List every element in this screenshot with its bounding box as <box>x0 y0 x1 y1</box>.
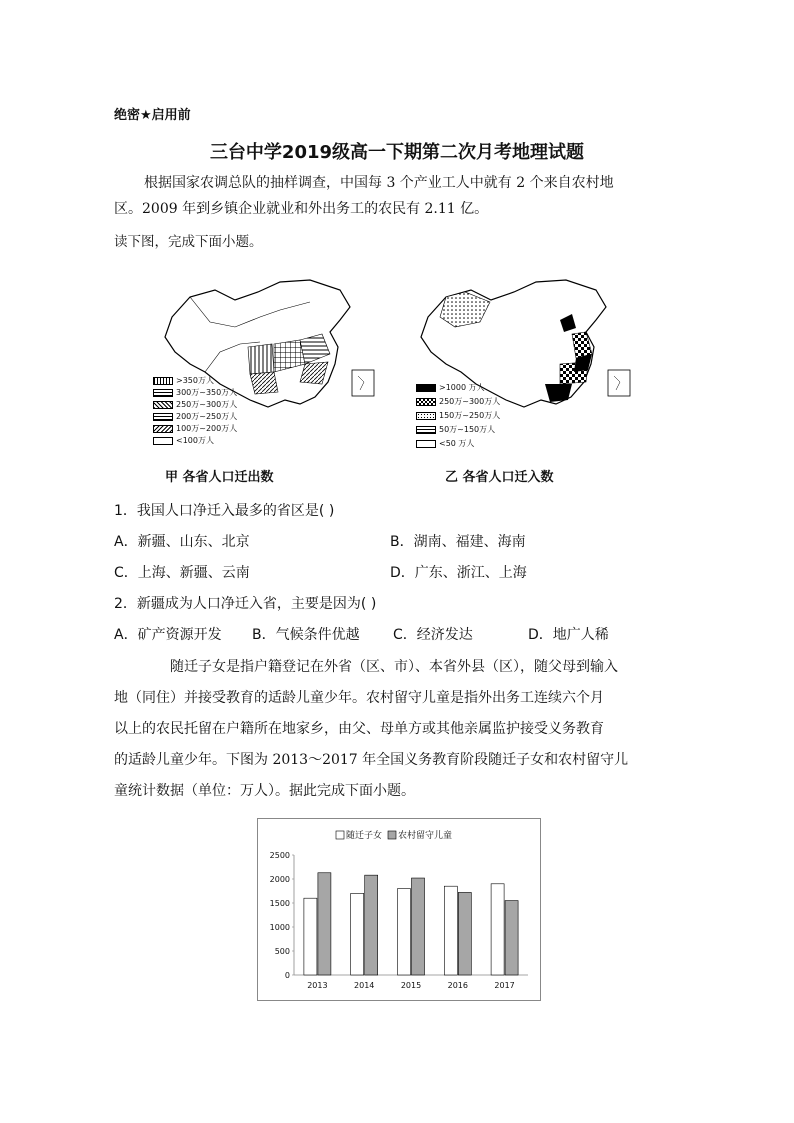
question-1-option-c: C．上海、新疆、云南 <box>114 565 250 581</box>
x-tick-label: 2015 <box>400 981 422 990</box>
passage-2 <box>114 652 688 807</box>
y-tick-label: 0 <box>284 971 290 980</box>
x-tick-label: 2017 <box>494 981 515 990</box>
question-2-option-d: D．地广人稀 <box>528 627 609 643</box>
question-1-option-d: D．广东、浙江、上海 <box>390 565 527 581</box>
intro-instruction: 读下图，完成下面小题。 <box>114 234 263 250</box>
legend-swatch <box>336 831 344 839</box>
y-tick-label: 2500 <box>269 851 290 860</box>
legend-label: 农村留守儿童 <box>398 831 453 841</box>
x-tick-label: 2014 <box>354 981 375 990</box>
legend-label: 随迁子女 <box>346 831 383 841</box>
legend-left-5: <100万人 <box>153 435 214 446</box>
legend-right-1: 250万~300万人 <box>416 396 500 407</box>
intro-paragraph <box>114 170 688 222</box>
bar <box>458 892 471 975</box>
question-2-option-a: A．矿产资源开发 <box>114 627 222 643</box>
legend-right-3: 50万~150万人 <box>416 424 495 435</box>
question-1-option-a: A．新疆、山东、北京 <box>114 534 250 550</box>
x-tick-label: 2013 <box>307 981 328 990</box>
legend-left-3: 200万~250万人 <box>153 411 237 422</box>
intro-line-1: 根据国家农调总队的抽样调查，中国每 3 个产业工人中就有 2 个来自农村地 <box>144 175 614 191</box>
legend-left-2: 250万~300万人 <box>153 399 237 410</box>
map-right-caption: 乙 各省人口迁入数 <box>445 470 554 485</box>
passage-2-line-2: 地（同住）并接受教育的适龄儿童少年。农村留守儿童是指外出务工连续六个月 <box>114 690 604 706</box>
legend-left-1: 300万~350万人 <box>153 387 237 398</box>
bar <box>505 901 518 975</box>
map-left-caption: 甲 各省人口迁出数 <box>165 470 274 485</box>
passage-2-line-4: 的适龄儿童少年。下图为 2013～2017 年全国义务教育阶段随迁子女和农村留守儿 <box>114 752 629 768</box>
legend-left-0: >350万人 <box>153 375 214 386</box>
secret-label: 绝密★启用前 <box>114 108 191 123</box>
intro-line-2: 区。2009 年到乡镇企业就业和外出务工的农民有 2.11 亿。 <box>114 201 489 217</box>
bar-chart <box>258 819 540 1000</box>
bar <box>491 884 504 975</box>
legend-right-0: >1000 万人 <box>416 382 485 393</box>
bar <box>444 886 457 975</box>
x-tick-label: 2016 <box>447 981 468 990</box>
legend-right-4: <50 万人 <box>416 438 474 449</box>
bar <box>351 893 364 975</box>
passage-2-line-1: 随迁子女是指户籍登记在外省（区、市）、本省外县（区），随父母到输入 <box>170 659 618 675</box>
bar <box>365 875 378 975</box>
question-2-option-c: C．经济发达 <box>393 627 473 643</box>
y-tick-label: 1500 <box>269 899 290 908</box>
chart-frame <box>257 818 541 1001</box>
bar <box>412 878 425 975</box>
legend-swatch <box>388 831 396 839</box>
legend-left-4: 100万~200万人 <box>153 423 237 434</box>
bar <box>398 889 411 975</box>
passage-2-line-3: 以上的农民托留在户籍所在地家乡，由父、母单方或其他亲属监护接受义务教育 <box>114 721 604 737</box>
bar <box>304 898 317 975</box>
y-tick-label: 2000 <box>269 875 290 884</box>
y-tick-label: 500 <box>274 947 290 956</box>
question-1-option-b: B．湖南、福建、海南 <box>390 534 526 550</box>
question-1-stem: 1．我国人口净迁入最多的省区是( ) <box>114 503 335 519</box>
legend-right-2: 150万~250万人 <box>416 410 500 421</box>
question-2-stem: 2．新疆成为人口净迁入省，主要是因为( ) <box>114 596 377 612</box>
y-tick-label: 1000 <box>269 923 290 932</box>
page-title: 三台中学2019级高一下期第二次月考地理试题 <box>209 142 585 163</box>
question-2-option-b: B．气候条件优越 <box>252 627 360 643</box>
bar <box>318 873 331 975</box>
passage-2-line-5: 童统计数据（单位：万人）。据此完成下面小题。 <box>114 783 415 799</box>
